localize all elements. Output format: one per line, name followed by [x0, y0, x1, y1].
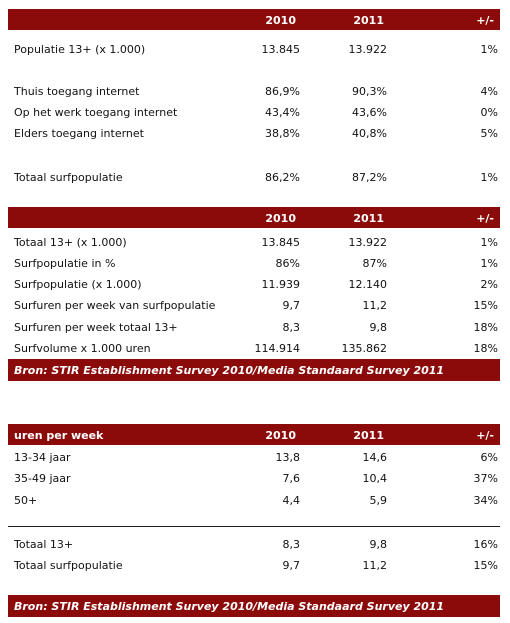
value-2011: 43,6%: [352, 106, 387, 119]
value-2011: 11,2: [362, 299, 387, 312]
table3-header-change: +/-: [476, 429, 494, 442]
value-2011: 9,8: [369, 538, 387, 551]
value-2011: 135.862: [341, 342, 387, 355]
value-change: 34%: [473, 494, 498, 507]
table2-row: [8, 257, 500, 277]
value-2010: 86,2%: [265, 171, 300, 184]
table1-header-change: +/-: [476, 14, 494, 27]
table3-header-bar: [8, 424, 500, 445]
table2-header-2010: 2010: [265, 212, 296, 225]
value-change: 2%: [480, 278, 498, 291]
table3-row: [8, 494, 500, 514]
row-label: 35-49 jaar: [14, 472, 71, 485]
value-change: 15%: [473, 559, 498, 572]
row-label: Elders toegang internet: [14, 127, 144, 140]
value-2010: 86,9%: [265, 85, 300, 98]
row-label: Surfvolume x 1.000 uren: [14, 342, 151, 355]
table3-header-2010: 2010: [265, 429, 296, 442]
table3-row: [8, 559, 500, 579]
value-change: 15%: [473, 299, 498, 312]
value-2010: 11.939: [261, 278, 300, 291]
value-change: 16%: [473, 538, 498, 551]
table2-header-bar: [8, 207, 500, 228]
table3-source-bar: [8, 595, 500, 617]
row-label: 13-34 jaar: [14, 451, 71, 464]
value-change: 0%: [480, 106, 498, 119]
row-label: 50+: [14, 494, 38, 507]
value-2011: 13.922: [348, 236, 387, 249]
value-2011: 90,3%: [352, 85, 387, 98]
value-2010: 13.845: [261, 236, 300, 249]
table2-source-bar: [8, 359, 500, 381]
value-2010: 86%: [275, 257, 300, 270]
row-label: Op het werk toegang internet: [14, 106, 178, 119]
table1-row: [8, 127, 500, 147]
row-label: Surfuren per week totaal 13+: [14, 321, 178, 334]
table1-row: [8, 43, 500, 63]
value-2010: 114.914: [254, 342, 300, 355]
value-2010: 13.845: [261, 43, 300, 56]
value-2010: 4,4: [282, 494, 300, 507]
table1-row: [8, 106, 500, 126]
value-change: 5%: [480, 127, 498, 140]
value-2010: 9,7: [282, 299, 300, 312]
divider: [8, 526, 500, 527]
value-change: 1%: [480, 171, 498, 184]
table2-row: [8, 299, 500, 319]
table2-row: [8, 321, 500, 341]
value-change: 37%: [473, 472, 498, 485]
value-2010: 8,3: [282, 321, 300, 334]
value-2011: 5,9: [369, 494, 387, 507]
value-2011: 87%: [362, 257, 387, 270]
value-2011: 12.140: [348, 278, 387, 291]
table1-row: [8, 171, 500, 191]
table1-row: [8, 85, 500, 105]
value-change: 4%: [480, 85, 498, 98]
value-2011: 40,8%: [352, 127, 387, 140]
table1-header-2010: 2010: [265, 14, 296, 27]
table3-row: [8, 451, 500, 471]
value-change: 6%: [480, 451, 498, 464]
table3-row: [8, 472, 500, 492]
row-label: Surfuren per week van surfpopulatie: [14, 299, 216, 312]
row-label: Totaal surfpopulatie: [14, 171, 123, 184]
value-2010: 9,7: [282, 559, 300, 572]
value-2011: 87,2%: [352, 171, 387, 184]
row-label: Thuis toegang internet: [14, 85, 140, 98]
value-2010: 13,8: [275, 451, 300, 464]
table3-row: [8, 538, 500, 558]
table3-header-2011: 2011: [353, 429, 384, 442]
row-label: Surfpopulatie (x 1.000): [14, 278, 142, 291]
value-2011: 10,4: [362, 472, 387, 485]
table2-row: [8, 278, 500, 298]
value-change: 18%: [473, 321, 498, 334]
row-label: Totaal 13+ (x 1.000): [14, 236, 127, 249]
value-2010: 38,8%: [265, 127, 300, 140]
table2-header-2011: 2011: [353, 212, 384, 225]
value-change: 1%: [480, 43, 498, 56]
value-2011: 11,2: [362, 559, 387, 572]
table2-row: [8, 236, 500, 256]
table1-header-2011: 2011: [353, 14, 384, 27]
value-2011: 14,6: [362, 451, 387, 464]
value-change: 1%: [480, 257, 498, 270]
row-label: Populatie 13+ (x 1.000): [14, 43, 146, 56]
row-label: Surfpopulatie in %: [14, 257, 116, 270]
value-change: 1%: [480, 236, 498, 249]
value-2010: 8,3: [282, 538, 300, 551]
table2-header-change: +/-: [476, 212, 494, 225]
source-note: Bron: STIR Establishment Survey 2010/Media Standaard Survey 2011: [14, 364, 445, 377]
row-label: Totaal surfpopulatie: [14, 559, 123, 572]
table1-header-bar: [8, 9, 500, 30]
row-label: Totaal 13+: [14, 538, 74, 551]
value-2010: 7,6: [282, 472, 300, 485]
table3-header-label: uren per week: [14, 429, 104, 442]
value-2010: 43,4%: [265, 106, 300, 119]
source-note: Bron: STIR Establishment Survey 2010/Media Standaard Survey 2011: [14, 600, 445, 613]
value-2011: 13.922: [348, 43, 387, 56]
value-change: 18%: [473, 342, 498, 355]
value-2011: 9,8: [369, 321, 387, 334]
